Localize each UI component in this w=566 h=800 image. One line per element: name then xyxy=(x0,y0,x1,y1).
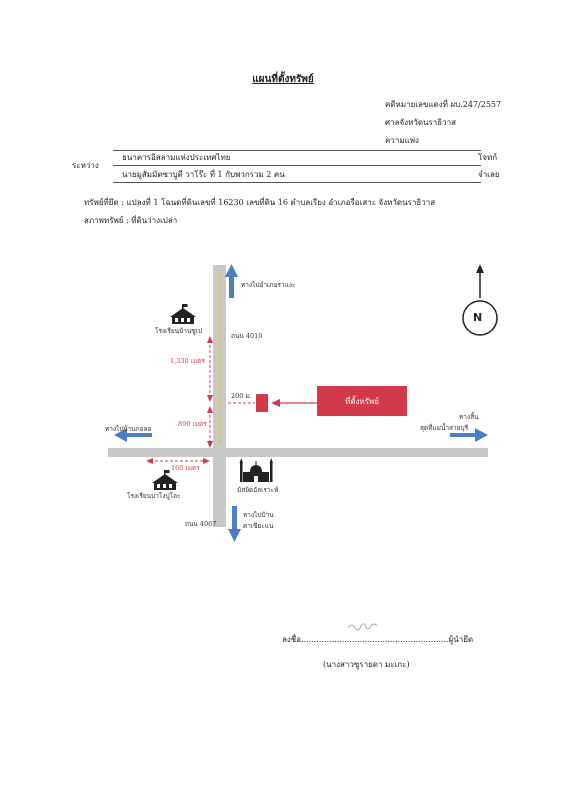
property-condition: สภาพทรัพย์ : ที่ดินว่างเปล่า xyxy=(84,216,178,225)
school-north-icon xyxy=(170,304,196,324)
defendant-name: นายมูสัมมัดซาบูดี วาโร๊ะ ที่ 1 กับพวกรวม 2 คน xyxy=(122,170,285,179)
label-dist-200: 200 ม. xyxy=(231,392,252,400)
label-road-4010: ถนน 4010 xyxy=(231,332,263,340)
road-east-west xyxy=(108,448,488,457)
page-title: แผนที่ตั้งทรัพย์ xyxy=(252,74,314,85)
label-mosque: มัสยิดอัลเราะห์ xyxy=(237,486,279,494)
arrow-north-icon xyxy=(225,264,238,298)
label-to-south-1: ทางไปบ้าน xyxy=(243,511,274,519)
signature-role: ผู้นำยึด xyxy=(448,635,474,644)
distance-1330-marker xyxy=(207,336,213,402)
label-to-kolok: ทางไปบ้านกอลอ xyxy=(105,425,152,433)
plaintiff-role: โจทก์ xyxy=(478,153,498,162)
label-road-4067: ถนน 4067 xyxy=(185,520,217,528)
label-to-east-2: สุดที่แม่น้ำสายบุรี xyxy=(420,424,469,432)
label-to-south-2: ตาเขียะแน xyxy=(243,522,274,530)
property-box-label: ที่ตั้งทรัพย์ xyxy=(345,397,379,406)
label-to-east-1: ทางสิ้น xyxy=(459,413,479,421)
north-label: N xyxy=(473,311,483,324)
label-dist-1330: 1,330 เมตร xyxy=(170,357,205,365)
label-dist-160: 160 เมตร xyxy=(171,464,200,472)
signature-line xyxy=(282,633,473,646)
mosque-icon xyxy=(240,458,274,482)
signature-label: ลงชื่อ xyxy=(282,635,302,644)
label-school-north: โรงเรียนบ้านซูเป xyxy=(155,327,203,335)
label-to-ranan: ทางไปอำเภอราแงะ xyxy=(241,281,296,289)
arrow-south-icon xyxy=(228,506,241,542)
pointer-arrow-icon xyxy=(271,399,317,407)
plaintiff-name: ธนาคารอิสลามแห่งประเทศไทย xyxy=(122,153,231,162)
signer-name: (นางสาวซูรายดา มะเกะ) xyxy=(323,660,410,669)
signature-scribble xyxy=(348,624,377,630)
north-compass-icon xyxy=(463,264,497,335)
property-info: ทรัพย์ที่ยึด : แปลงที่ 1 โฉนดที่ดินเลขที่ 16230 เลขที่ดิน 16 ตำบลเรียง อำเภอรือเสาะ จังหวัดนราธิวาส xyxy=(84,198,436,207)
court-name: ศาลจังหวัดนราธิวาส xyxy=(385,118,457,127)
school-south-icon xyxy=(152,470,178,490)
distance-890-marker xyxy=(207,406,213,448)
defendant-role: จำเลย xyxy=(478,170,500,179)
property-marker xyxy=(256,394,268,412)
case-type: ความแพ่ง xyxy=(385,136,419,145)
label-dist-890: 890 เมตร xyxy=(178,420,207,428)
label-school-south: โรงเรียนบาโงปูโละ xyxy=(127,492,181,500)
between-label: ระหว่าง xyxy=(72,161,99,170)
signature-dots: .......................................................... xyxy=(301,635,449,644)
road-4010 xyxy=(213,265,226,448)
case-number: คดีหมายเลขแดงที่ ผบ.247/2557 xyxy=(385,100,502,109)
road-4067 xyxy=(213,457,226,527)
